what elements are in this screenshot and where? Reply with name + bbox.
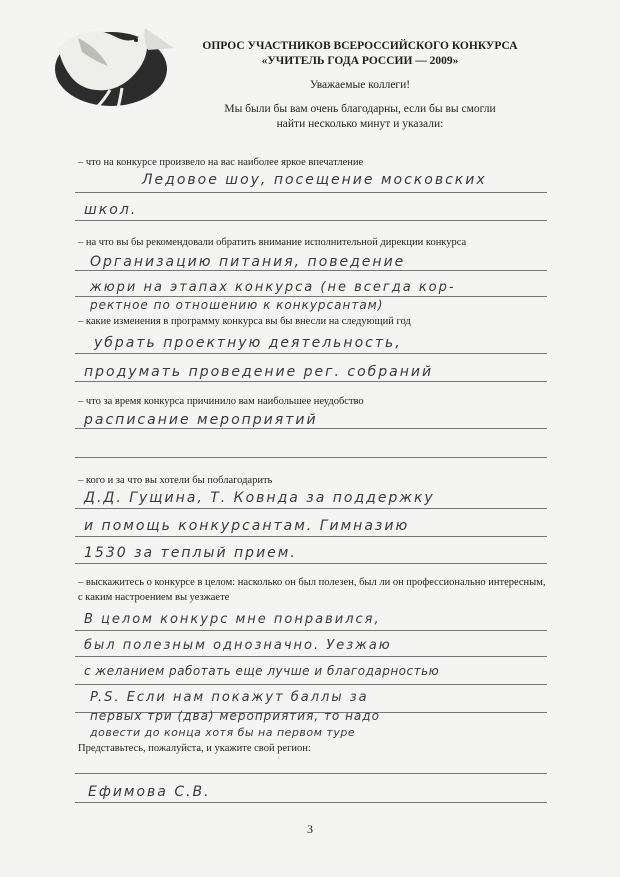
answer-line — [75, 630, 547, 631]
answer-line — [75, 296, 547, 297]
handwritten-answer-line: P.S. Если нам покажут баллы за — [90, 690, 369, 705]
answer-line — [75, 563, 547, 564]
handwritten-answer-line: Организацию питания, поведение — [90, 254, 406, 270]
answer-line — [75, 381, 547, 382]
handwritten-answer-line: убрать проектную деятельность, — [94, 335, 402, 351]
answer-line — [75, 192, 547, 193]
handwritten-answer-line: ректное по отношению к конкурсантам) — [90, 298, 384, 312]
answer-line — [75, 684, 547, 685]
handwritten-answer-line: первых три (два) мероприятия, то надо — [90, 709, 380, 723]
handwritten-answer-line: расписание мероприятий — [84, 412, 318, 428]
handwritten-answer-line: Ефимова С.В. — [88, 784, 211, 800]
question-recommendation: – на что вы бы рекомендовали обратить внимание исполнительной дирекции конкурса — [78, 237, 467, 248]
pelican-emblem-icon — [48, 18, 178, 112]
answer-line — [75, 508, 547, 509]
question-overall: – выскажитесь о конкурсе в целом: насколько он был полезен, был ли он профессионально интересным, с каким настроением вы уезжаете — [78, 577, 546, 603]
handwritten-answer-line: Ледовое шоу, посещение московских — [142, 172, 487, 188]
question-thanks: – кого и за что вы хотели бы поблагодарить — [78, 475, 273, 486]
survey-title: ОПРОС УЧАСТНИКОВ ВСЕРОССИЙСКОГО КОНКУРСА — [202, 40, 518, 52]
question-inconvenience: – что за время конкурса причинило вам наибольшее неудобство — [78, 396, 364, 407]
greeting: Уважаемые коллеги! — [309, 79, 411, 91]
answer-line — [75, 656, 547, 657]
answer-line — [75, 773, 547, 774]
handwritten-answer-line: Д.Д. Гущина, Т. Ковнда за поддержку — [84, 490, 435, 506]
handwritten-answer-line: с желанием работать еще лучше и благодарностью — [84, 664, 440, 678]
answer-line — [75, 536, 547, 537]
handwritten-answer-line: довести до конца хотя бы на первом туре — [90, 726, 356, 739]
intro-line-2: найти несколько минут и указали: — [276, 118, 444, 130]
question-program-changes: – какие изменения в программу конкурса вы бы внесли на следующий год — [78, 316, 411, 327]
answer-line — [75, 428, 547, 429]
contest-name: «УЧИТЕЛЬ ГОДА РОССИИ — 2009» — [261, 55, 459, 67]
handwritten-answer-line: В целом конкурс мне понравился, — [84, 612, 381, 627]
answer-line — [75, 220, 547, 221]
answer-line — [75, 270, 547, 271]
handwritten-answer-line: и помощь конкурсантам. Гимназию — [84, 518, 410, 534]
handwritten-answer-line: школ. — [84, 202, 138, 218]
answer-line — [75, 457, 547, 458]
handwritten-answer-line: 1530 за теплый прием. — [84, 545, 297, 561]
page-number: 3 — [307, 822, 313, 836]
handwritten-answer-line: был полезным однозначно. Уезжаю — [84, 638, 392, 653]
answer-line — [75, 353, 547, 354]
handwritten-answer-line: продумать проведение рег. собраний — [84, 364, 434, 380]
answer-line — [75, 802, 547, 803]
question-impression: – что на конкурсе произвело на вас наиболее яркое впечатление — [78, 157, 364, 168]
question-region: Представьтесь, пожалуйста, и укажите свой регион: — [78, 743, 311, 754]
handwritten-answer-line: жюри на этапах конкурса (не всегда кор- — [90, 280, 456, 295]
intro-line-1: Мы были бы вам очень благодарны, если бы вы смогли — [224, 103, 496, 115]
